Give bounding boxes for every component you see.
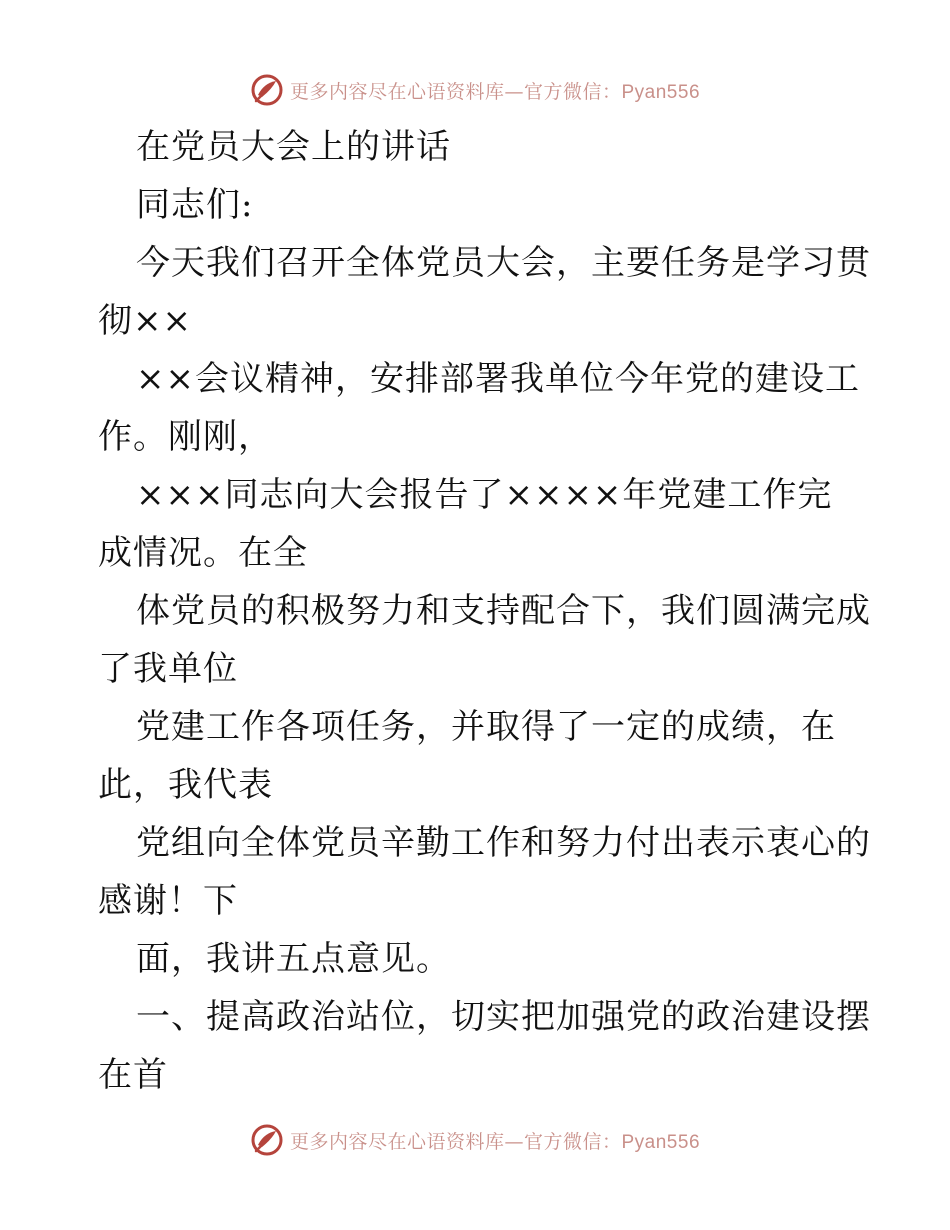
pen-logo-icon <box>250 73 284 107</box>
paragraph-line: ××会议精神，安排部署我单位今年党的建设工 <box>136 359 860 399</box>
paragraph-line: 党组向全体党员辛勤工作和努力付出表示衷心的 <box>136 823 871 863</box>
section-heading-line: 一、提高政治站位，切实把加强党的政治建设摆 <box>136 997 871 1037</box>
salutation: 同志们: <box>136 185 254 225</box>
section-heading-line: 在首 <box>98 1055 168 1095</box>
document-title: 在党员大会上的讲话 <box>136 127 451 167</box>
pen-logo-icon <box>250 1123 284 1157</box>
paragraph-line: 今天我们召开全体党员大会，主要任务是学习贯 <box>136 243 871 283</box>
header-watermark-banner <box>0 70 950 110</box>
paragraph-line: 体党员的积极努力和支持配合下，我们圆满完成 <box>136 591 871 631</box>
paragraph-line: 此，我代表 <box>98 765 273 805</box>
paragraph-line: 作。刚刚， <box>98 417 273 457</box>
paragraph-line: 面，我讲五点意见。 <box>136 939 451 979</box>
footer-watermark-text: 更多内容尽在心语资料库—官方微信：Pyan556 <box>289 1130 701 1153</box>
paragraph-line: ×××同志向大会报告了××××年党建工作完 <box>136 475 833 515</box>
paragraph-line: 彻×× <box>98 301 192 341</box>
paragraph-line: 感谢！下 <box>98 881 238 921</box>
document-body <box>98 118 871 1104</box>
paragraph-line: 成情况。在全 <box>98 533 308 573</box>
paragraph-line: 党建工作各项任务，并取得了一定的成绩，在 <box>136 707 836 747</box>
header-watermark-text: 更多内容尽在心语资料库—官方微信：Pyan556 <box>289 80 701 103</box>
paragraph-line: 了我单位 <box>98 649 238 689</box>
footer-watermark-banner <box>0 1120 950 1160</box>
